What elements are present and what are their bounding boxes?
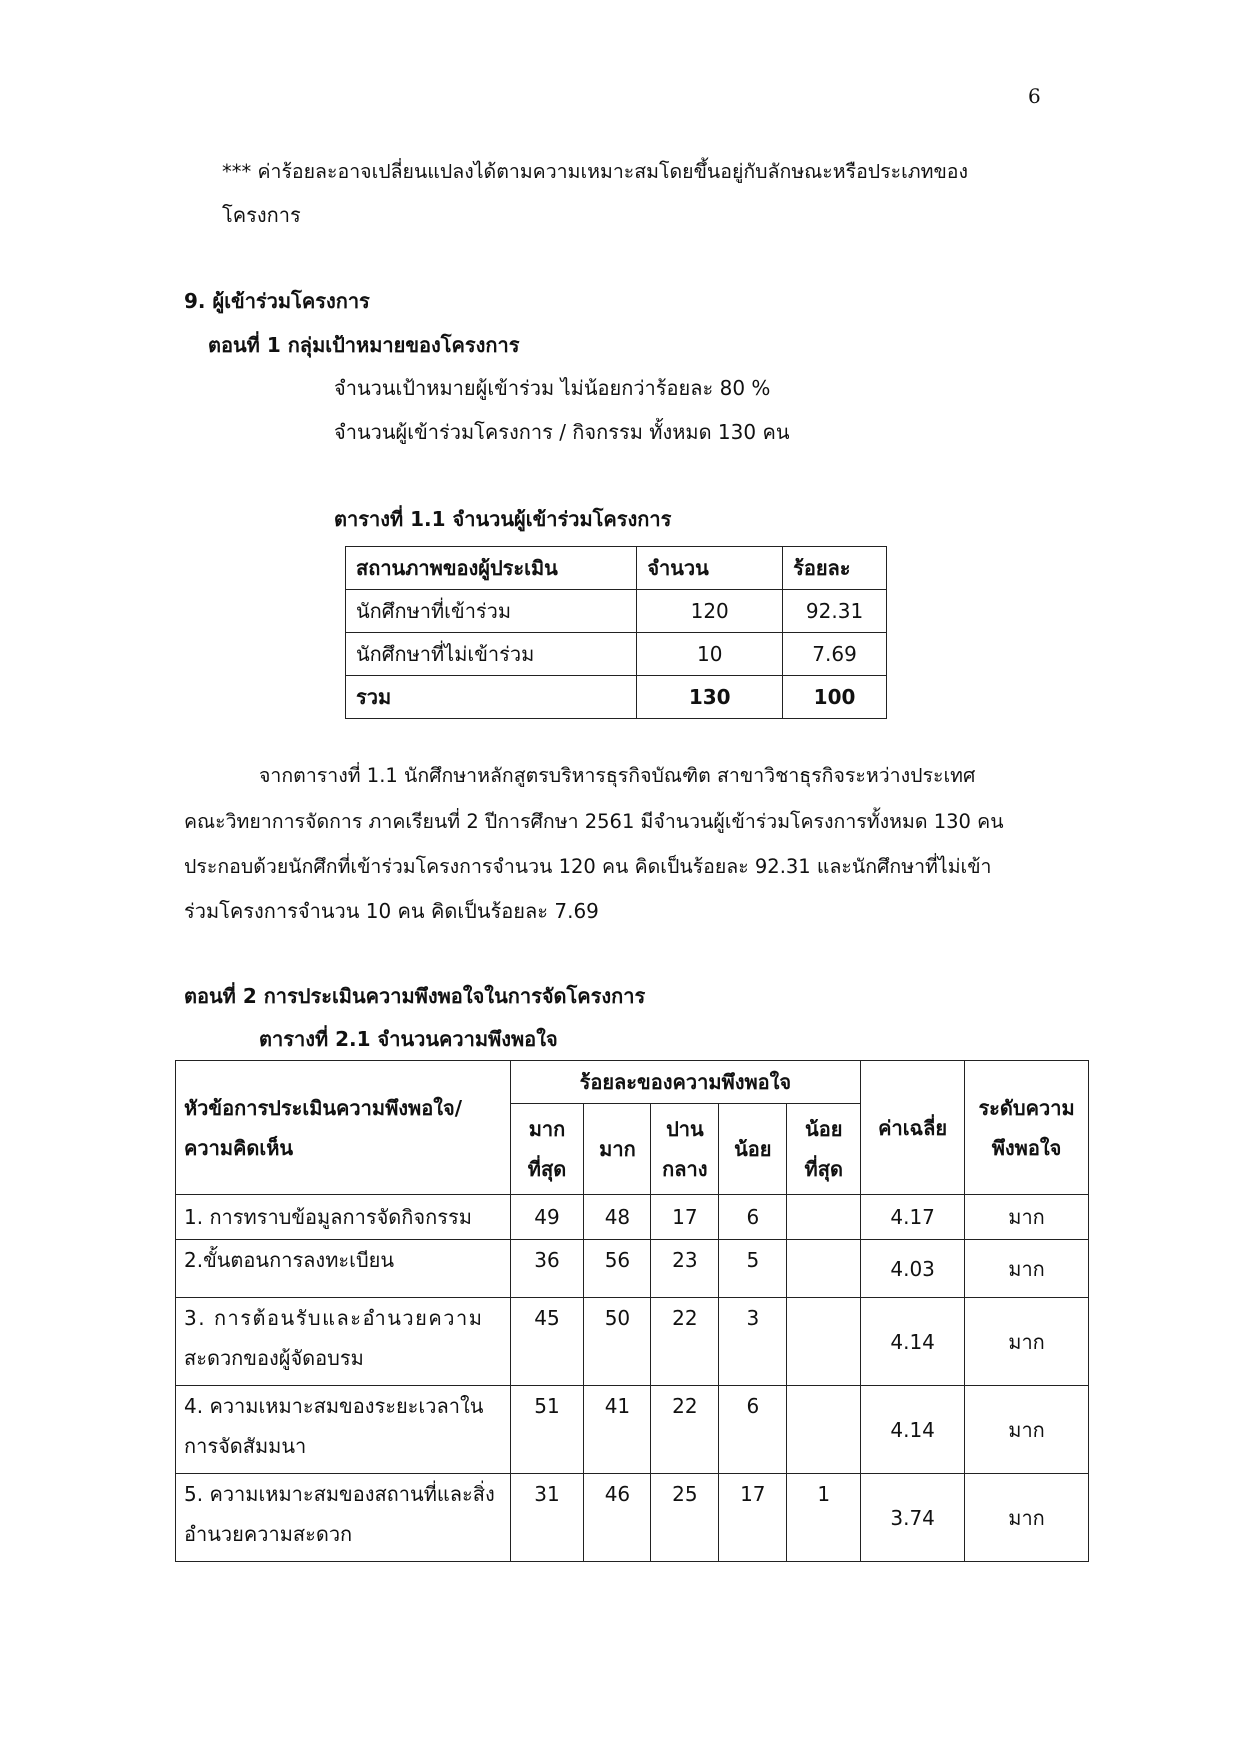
- value-cell: 22: [651, 1298, 719, 1386]
- mean-cell: 4.14: [861, 1386, 965, 1474]
- value-cell: [787, 1195, 861, 1240]
- topic-text: 5. ความเหมาะสมของสถานที่และสิ่ง: [184, 1482, 495, 1506]
- value-cell: 3: [719, 1298, 787, 1386]
- value-cell: 49: [510, 1195, 584, 1240]
- topic-header-line: หัวข้อการประเมินความพึงพอใจ/: [184, 1095, 463, 1120]
- value-cell: 5: [719, 1240, 787, 1298]
- value-cell: 41: [584, 1386, 651, 1474]
- value-cell: 51: [510, 1386, 584, 1474]
- level-text: น้อย: [734, 1137, 772, 1161]
- level-text: น้อย: [805, 1117, 843, 1141]
- header-count: จำนวน: [637, 547, 783, 590]
- page-number: 6: [1028, 84, 1041, 108]
- topic-text: สะดวกของผู้จัดอบรม: [184, 1346, 364, 1370]
- topic-text: 2.ขั้นตอนการลงทะเบียน: [184, 1248, 395, 1272]
- table-row: [176, 1474, 1089, 1562]
- table-row: [346, 633, 887, 676]
- value-cell: 31: [510, 1474, 584, 1562]
- table-row: [346, 590, 887, 633]
- percent-cell: 92.31: [783, 590, 887, 633]
- value-cell: 23: [651, 1240, 719, 1298]
- mean-cell: 4.17: [861, 1195, 965, 1240]
- value-cell: [787, 1298, 861, 1386]
- value-cell: 50: [584, 1298, 651, 1386]
- topic-text: 3. การต้อนรับและอำนวยความ: [184, 1306, 484, 1330]
- table-row: [176, 1386, 1089, 1474]
- value-cell: 48: [584, 1195, 651, 1240]
- value-cell: 56: [584, 1240, 651, 1298]
- table-1-caption: ตารางที่ 1.1 จำนวนผู้เข้าร่วมโครงการ: [334, 507, 672, 531]
- table-row: [176, 1298, 1089, 1386]
- value-cell: 17: [651, 1195, 719, 1240]
- level-cell: มาก: [965, 1474, 1089, 1562]
- value-cell: 45: [510, 1298, 584, 1386]
- mean-cell: 4.03: [861, 1240, 965, 1298]
- topic-text: 1. การทราบข้อมูลการจัดกิจกรรม: [184, 1205, 472, 1229]
- table-row: [176, 1195, 1089, 1240]
- level-header-line: พึงพอใจ: [991, 1135, 1062, 1160]
- level-low-header: [719, 1104, 787, 1195]
- part-2-heading: ตอนที่ 2 การประเมินความพึงพอใจในการจัดโครงการ: [184, 984, 646, 1008]
- mean-cell: 4.14: [861, 1298, 965, 1386]
- table-header-row: [176, 1061, 1089, 1104]
- value-cell: 1: [787, 1474, 861, 1562]
- mean-cell: 3.74: [861, 1474, 965, 1562]
- count-cell: 120: [637, 590, 783, 633]
- section-9-heading: 9. ผู้เข้าร่วมโครงการ: [184, 289, 370, 313]
- count-cell: 10: [637, 633, 783, 676]
- level-text: มาก: [599, 1137, 636, 1161]
- topic-text: อำนวยความสะดวก: [184, 1522, 353, 1546]
- topic-cell: [176, 1474, 511, 1562]
- level-text: กลาง: [662, 1157, 708, 1181]
- topic-cell: [176, 1298, 511, 1386]
- level-header-line: ระดับความ: [978, 1095, 1075, 1120]
- level-text: ที่สุด: [527, 1157, 567, 1181]
- note-line-1: *** ค่าร้อยละอาจเปลี่ยนแปลงได้ตามความเหมาะสมโดยขึ้นอยู่กับลักษณะหรือประเภทของ: [222, 160, 969, 183]
- value-cell: 36: [510, 1240, 584, 1298]
- value-cell: 17: [719, 1474, 787, 1562]
- level-very-high-header: [510, 1104, 584, 1195]
- level-text: ที่สุด: [804, 1157, 843, 1181]
- level-high-header: [584, 1104, 651, 1195]
- level-cell: มาก: [965, 1386, 1089, 1474]
- value-cell: 6: [719, 1386, 787, 1474]
- part-1-heading: ตอนที่ 1 กลุ่มเป้าหมายของโครงการ: [208, 333, 520, 357]
- level-header: [965, 1061, 1089, 1195]
- status-cell: นักศึกษาที่เข้าร่วม: [346, 590, 637, 633]
- level-cell: มาก: [965, 1195, 1089, 1240]
- percent-cell: 7.69: [783, 633, 887, 676]
- header-percent: ร้อยละ: [783, 547, 887, 590]
- participants-line: จำนวนผู้เข้าร่วมโครงการ / กิจกรรม ทั้งหมด 130 คน: [334, 420, 790, 444]
- topic-header: [176, 1061, 511, 1195]
- mean-header: ค่าเฉลี่ย: [861, 1061, 965, 1195]
- level-text: ปาน: [666, 1117, 704, 1141]
- table-2-caption: ตารางที่ 2.1 จำนวนความพึงพอใจ: [259, 1027, 558, 1051]
- topic-cell: [176, 1240, 511, 1298]
- total-count: 130: [637, 676, 783, 719]
- satisfaction-table: [175, 1060, 1089, 1562]
- level-very-low-header: [787, 1104, 861, 1195]
- value-cell: [787, 1240, 861, 1298]
- header-status: สถานภาพของผู้ประเมิน: [346, 547, 637, 590]
- value-cell: 25: [651, 1474, 719, 1562]
- total-label: รวม: [346, 676, 637, 719]
- paragraph-line-4: ร่วมโครงการจำนวน 10 คน คิดเป็นร้อยละ 7.69: [184, 899, 599, 923]
- level-medium-header: [651, 1104, 719, 1195]
- value-cell: 46: [584, 1474, 651, 1562]
- level-text: มาก: [528, 1117, 566, 1141]
- participants-table: [345, 546, 887, 719]
- topic-cell: [176, 1386, 511, 1474]
- total-percent: 100: [783, 676, 887, 719]
- table-row: [176, 1240, 1089, 1298]
- table-total-row: [346, 676, 887, 719]
- paragraph-line-3: ประกอบด้วยนักศึกที่เข้าร่วมโครงการจำนวน 120 คน คิดเป็นร้อยละ 92.31 และนักศึกษาที่ไม่เข้า: [184, 855, 992, 878]
- topic-text: การจัดสัมมนา: [184, 1434, 307, 1458]
- table-header-row: [346, 547, 887, 590]
- note-line-2: โครงการ: [222, 203, 301, 227]
- paragraph-line-1: จากตารางที่ 1.1 นักศึกษาหลักสูตรบริหารธุรกิจบัณฑิต สาขาวิชาธุรกิจระหว่างประเทศ: [259, 764, 976, 787]
- topic-text: 4. ความเหมาะสมของระยะเวลาใน: [184, 1394, 484, 1418]
- level-cell: มาก: [965, 1240, 1089, 1298]
- value-cell: [787, 1386, 861, 1474]
- value-cell: 22: [651, 1386, 719, 1474]
- topic-cell: [176, 1195, 511, 1240]
- target-line: จำนวนเป้าหมายผู้เข้าร่วม ไม่น้อยกว่าร้อยละ 80 %: [334, 376, 771, 400]
- percent-header: ร้อยละของความพึงพอใจ: [510, 1061, 861, 1104]
- paragraph-line-2: คณะวิทยาการจัดการ ภาคเรียนที่ 2 ปีการศึกษา 2561 มีจำนวนผู้เข้าร่วมโครงการทั้งหมด 130 คน: [184, 810, 1004, 833]
- topic-header-line: ความคิดเห็น: [184, 1135, 294, 1160]
- value-cell: 6: [719, 1195, 787, 1240]
- level-cell: มาก: [965, 1298, 1089, 1386]
- status-cell: นักศึกษาที่ไม่เข้าร่วม: [346, 633, 637, 676]
